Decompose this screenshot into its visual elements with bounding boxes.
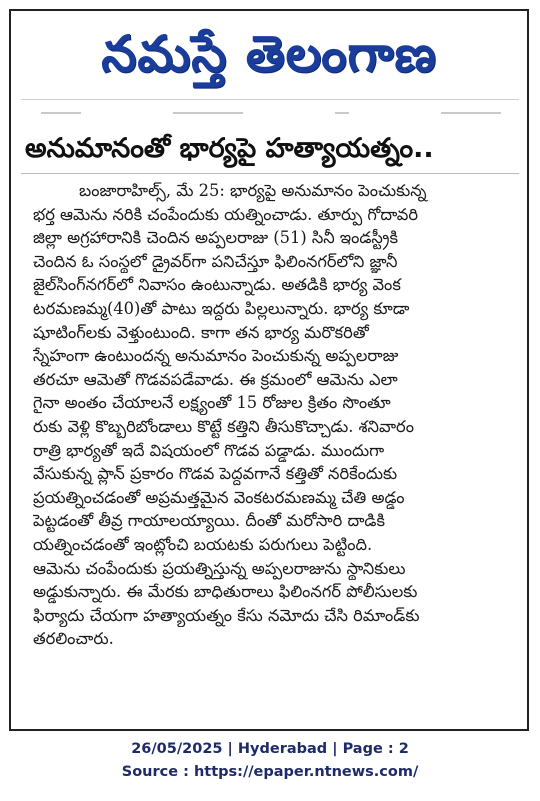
clipping-footer — [0, 738, 540, 784]
clipping-frame — [9, 9, 529, 731]
article-line: టరమణమ్మ(40)తో పాటు ఇద్దరు పిల్లలున్నారు. భార్య కూడా — [33, 298, 410, 318]
article-line: రాత్రి భార్యతో ఇదే విషయంలో గొడవ పడ్డాడు. ముందుగా — [33, 440, 385, 460]
article-line: భర్త ఆమెను నరికి చంపేందుకు యత్నించాడు. తూర్పు గోదావరి — [33, 204, 418, 224]
article-line: అడ్డుకున్నారు. ఈ మేరకు బాధితురాలు ఫిలింనగర్ పోలీసులకు — [33, 582, 418, 602]
article-line: జిల్లా అగ్రహారానికి చెందిన అప్పలరాజు (51) సినీ ఇండస్ట్రీకి — [33, 228, 398, 248]
article-line: యత్నించడంతో ఇంట్లోంచి బయటకు పరుగులు పెట్టింది. — [33, 534, 373, 554]
article-line: వేసుకున్న ప్లాన్ ప్రకారం గొడవ పెద్దవగానే కత్తితో నరికేందుకు — [33, 464, 398, 484]
article-line: రుకు వెళ్లి కొబ్బరిబోండాలు కొట్టే కత్తిని తీసుకొచ్చాడు. శనివారం — [33, 416, 414, 436]
article-line: ప్రయత్నించడంతో అప్రమత్తమైన వెంకటరమణమ్మ చేతి అడ్డం — [33, 487, 405, 507]
headline-divider — [21, 173, 519, 174]
article-line: తరచూ ఆమెతో గొడవపడేవాడు. ఈ క్రమంలో ఆమెను ఎలా — [33, 369, 398, 389]
article-line: జైల్‌సింగ్‌నగర్‌లో నివాసం ఉంటున్నాడు. అతడికి భార్య వెంక — [33, 275, 401, 295]
article-line: బంజారాహిల్స్, మే 25: భార్యపై అనుమానం పెంచుకున్న — [79, 181, 427, 200]
article-line: తరలించారు. — [33, 629, 114, 649]
article-body — [33, 179, 511, 651]
article-headline: అనుమానంతో భార్యపై హత్యాయత్నం.. — [25, 133, 434, 164]
article-line: ఆమెను చంపేందుకు ప్రయత్నిస్తున్న అప్పలరాజును స్థానికులు — [33, 558, 406, 578]
newspaper-masthead: నమస్తే తెలంగాణ — [101, 25, 437, 83]
article-line: ఫిర్యాదు చేయగా హత్యాయత్నం కేసు నమోదు చేసి రిమాండ్‌కు — [33, 605, 420, 625]
footer-date-location: 26/05/2025 | Hyderabad | Page : 2 — [131, 741, 409, 757]
article-line: షూటింగ్‌లకు వెళ్తుంటుంది. కాగా తన భార్య మరొకరితో — [33, 322, 369, 342]
masthead-divider — [21, 99, 519, 100]
article-line: స్నేహంగా ఉంటుందన్న అనుమానం పెంచుకున్న అప్పలరాజు — [33, 346, 399, 366]
article-line: చెందిన ఓ సంస్థలో డ్రైవర్‌గా పనిచేస్తూ ఫిలింనగర్‌లోని జ్ఞానీ — [33, 251, 398, 271]
faded-header-residue — [41, 109, 501, 117]
footer-source: Source : https://epaper.ntnews.com/ — [121, 764, 419, 780]
article-line: పెట్టడంతో తీవ్ర గాయాలయ్యాయి. దీంతో మరోసారి దాడికి — [33, 511, 385, 531]
article-line: గైనా అంతం చేయాలనే లక్ష్యంతో 15 రోజుల క్రితం సొంతూ — [33, 393, 391, 413]
